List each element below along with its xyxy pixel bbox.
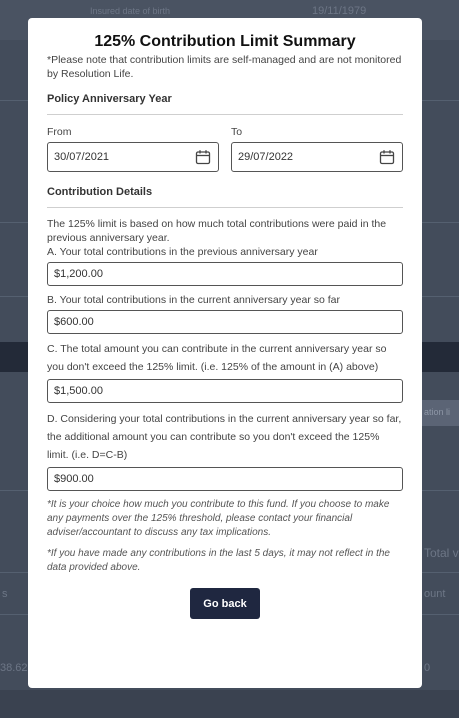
question-b-label: B. Your total contributions in the current anniversary year so far: [47, 294, 340, 306]
from-date-value: 30/07/2021: [54, 151, 110, 163]
previous-year-total-field[interactable]: $1,200.00: [47, 262, 403, 286]
background-total-header: Total v: [424, 546, 459, 560]
total-allowed-field[interactable]: $1,500.00: [47, 379, 403, 403]
question-a-label: A. Your total contributions in the previous anniversary year: [47, 246, 318, 258]
self-managed-note: *Please note that contribution limits are self-managed and are not monitored by Resolution Life.: [47, 54, 402, 80]
tax-disclaimer: *It is your choice how much you contribute to this fund. If you choose to make any payments over the 125% threshold, please contact your financial adviser/accountant to discuss any tax implications.: [47, 499, 390, 538]
to-date-group: [231, 126, 403, 172]
go-back-button[interactable]: Go back: [190, 588, 260, 619]
calendar-icon[interactable]: [195, 149, 211, 165]
anniversary-date-range: [47, 126, 403, 172]
modal-title: 125% Contribution Limit Summary: [94, 33, 356, 50]
calendar-icon[interactable]: [379, 149, 395, 165]
background-cell-left: 38.62: [0, 662, 28, 674]
additional-allowed-field[interactable]: $900.00: [47, 467, 403, 491]
background-col-left: s: [2, 588, 8, 600]
background-col-right: ount: [424, 588, 446, 600]
limit-explanation: The 125% limit is based on how much total contributions were paid in the previous anniversary year.: [47, 218, 387, 244]
current-year-total-field[interactable]: $600.00: [47, 310, 403, 334]
policy-anniversary-heading: Policy Anniversary Year: [47, 93, 403, 115]
background-cell-right: 0: [424, 662, 431, 674]
question-d-label: D. Considering your total contributions in the current anniversary year so far, the additional amount you can contribute so you don't exceed the 125% limit. (i.e. D=C-B): [47, 413, 402, 461]
question-c-label: C. The total amount you can contribute in the current anniversary year so you don't exceed the 125% limit. (i.e. 125% of the amount in (A) above): [47, 343, 387, 373]
background-dob-label: Insured date of birth: [90, 6, 171, 16]
background-column-chip: ation li: [420, 400, 459, 426]
to-date-value: 29/07/2022: [238, 151, 294, 163]
from-date-group: [47, 126, 219, 172]
contribution-limit-modal: [28, 18, 422, 688]
to-label: To: [231, 126, 243, 138]
recent-contributions-disclaimer: *If you have made any contributions in the last 5 days, it may not reflect in the data provided above.: [47, 548, 390, 573]
contribution-details-heading: Contribution Details: [47, 186, 403, 208]
from-date-input[interactable]: [47, 142, 219, 172]
background-dob-value: 19/11/1979: [312, 5, 367, 17]
from-label: From: [47, 126, 72, 138]
background-footer: [0, 690, 459, 718]
to-date-input[interactable]: [231, 142, 403, 172]
